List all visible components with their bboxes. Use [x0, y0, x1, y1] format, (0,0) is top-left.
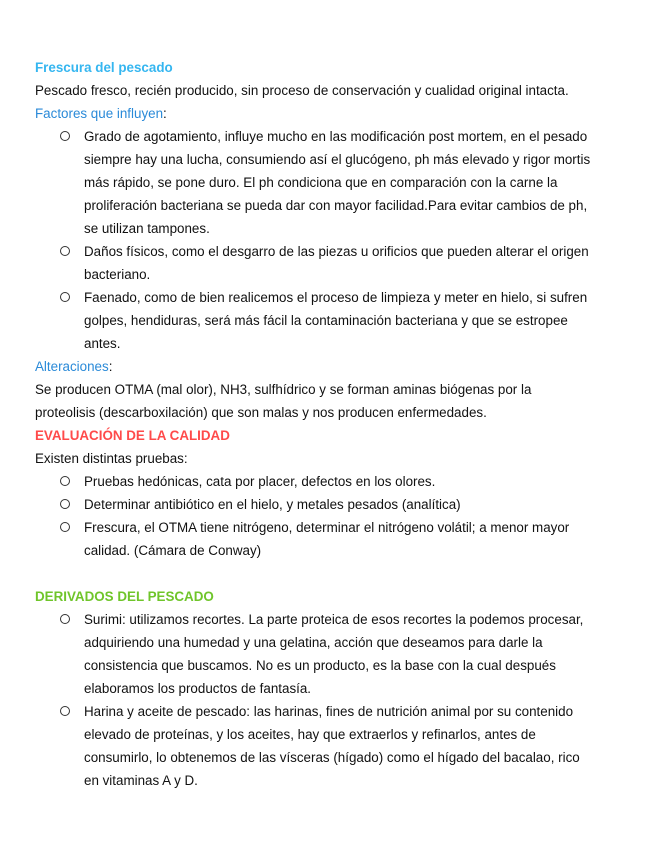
list-item	[35, 608, 625, 700]
list-item-line: consumirlo, lo obtenemos de las vísceras (hígado) como el hígado del bacalao, rico	[84, 750, 580, 765]
evaluacion-list	[35, 470, 625, 562]
section-title-evaluacion: EVALUACIÓN DE LA CALIDAD	[35, 428, 230, 443]
list-item-line: Frescura, el OTMA tiene nitrógeno, determinar el nitrógeno volátil; a menor mayor	[84, 520, 570, 535]
list-item-line: proliferación bacteriana se pueda dar con mayor facilidad.Para evitar cambios de ph,	[84, 198, 588, 213]
list-item	[35, 125, 625, 240]
alteraciones-heading	[35, 355, 625, 378]
hollow-circle-bullet-icon	[60, 476, 70, 486]
list-item-line: adquiriendo una humedad y una gelatina, acción que deseamos para darle la	[84, 635, 543, 650]
section-title-frescura: Frescura del pescado	[35, 60, 173, 75]
list-item-line: Grado de agotamiento, influye mucho en las modificación post mortem, en el pesado	[84, 129, 588, 144]
hollow-circle-bullet-icon	[60, 614, 70, 624]
list-item-line: más rápido, se pone duro. El ph condiciona que en comparación con la carne la	[84, 175, 558, 190]
hollow-circle-bullet-icon	[60, 246, 70, 256]
document-page	[35, 56, 625, 792]
alteraciones-label: Alteraciones	[35, 359, 109, 374]
list-item-line: consistencia que buscamos. No es un producto, es la base con la cual después	[84, 658, 556, 673]
list-item-line: Pruebas hedónicas, cata por placer, defectos en los olores.	[84, 474, 436, 489]
hollow-circle-bullet-icon	[60, 292, 70, 302]
list-item-line: elaboramos los productos de fantasía.	[84, 681, 312, 696]
evaluacion-intro: Existen distintas pruebas:	[35, 451, 188, 466]
list-item	[35, 240, 625, 286]
derivados-list	[35, 608, 625, 792]
list-item-line: bacteriano.	[84, 267, 151, 282]
list-item-line: antes.	[84, 336, 121, 351]
list-item-line: en vitaminas A y D.	[84, 773, 198, 788]
alteraciones-text-line: Se producen OTMA (mal olor), NH3, sulfhídrico y se forman aminas biógenas por la	[35, 382, 532, 397]
list-item-line: golpes, hendiduras, será más fácil la contaminación bacteriana y que se estropee	[84, 313, 568, 328]
hollow-circle-bullet-icon	[60, 706, 70, 716]
factores-colon: :	[163, 106, 167, 121]
hollow-circle-bullet-icon	[60, 522, 70, 532]
list-item-line: Harina y aceite de pescado: las harinas, fines de nutrición animal por su contenido	[84, 704, 574, 719]
list-item-line: Determinar antibiótico en el hielo, y metales pesados (analítica)	[84, 497, 461, 512]
frescura-definition: Pescado fresco, recién producido, sin proceso de conservación y cualidad original intacta.	[35, 83, 569, 98]
factores-label: Factores que influyen	[35, 106, 164, 121]
list-item	[35, 700, 625, 792]
list-item-line: se utilizan tampones.	[84, 221, 210, 236]
list-item-line: elevado de proteínas, y los aceites, hay que extraerlos y refinarlos, antes de	[84, 727, 536, 742]
hollow-circle-bullet-icon	[60, 499, 70, 509]
hollow-circle-bullet-icon	[60, 131, 70, 141]
list-item	[35, 516, 625, 562]
list-item	[35, 493, 625, 516]
list-item-line: Daños físicos, como el desgarro de las piezas u orificios que pueden alterar el origen	[84, 244, 589, 259]
list-item	[35, 470, 625, 493]
section-title-derivados: DERIVADOS DEL PESCADO	[35, 589, 214, 604]
blank-line	[35, 562, 625, 585]
alteraciones-text-line: proteolisis (descarboxilación) que son malas y nos producen enfermedades.	[35, 405, 487, 420]
list-item-line: calidad. (Cámara de Conway)	[84, 543, 262, 558]
list-item-line: Faenado, como de bien realicemos el proceso de limpieza y meter en hielo, si sufren	[84, 290, 588, 305]
list-item-line: siempre hay una lucha, consumiendo así el glucógeno, ph más elevado y rigor mortis	[84, 152, 591, 167]
alteraciones-colon: :	[108, 359, 113, 374]
factores-list	[35, 125, 625, 355]
factores-heading	[35, 102, 625, 125]
list-item	[35, 286, 625, 355]
list-item-line: Surimi: utilizamos recortes. La parte proteica de esos recortes la podemos procesar,	[84, 612, 584, 627]
